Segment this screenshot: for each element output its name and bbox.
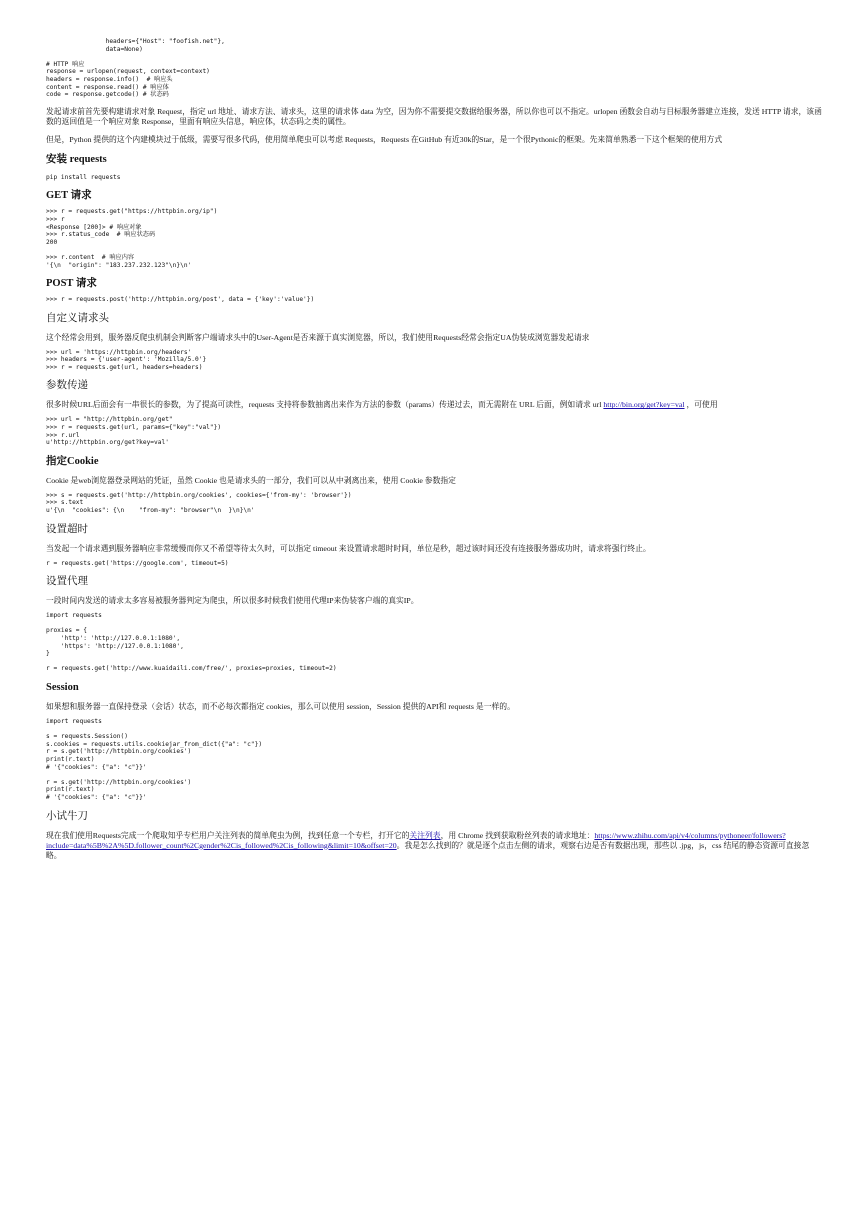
code-block-params: >>> url = "http://httpbin.org/get" >>> r = requests.get(url, params={"key":"val"}) >>> r.url u'http://httpbin.org/get?key=val' [46,416,222,447]
paragraph-params [46,400,822,410]
paragraph-try [46,831,822,861]
try-text-3: 。我是怎么找到的？就是逐个点击左侧的请求，观察右边是否有数据出现，那些以 .jpg，js，css 结尾的静态资源可直接忽略。 [46,840,810,860]
code-block-session: import requests s = requests.Session() s.cookies = requests.utils.cookiejar_from_dict({"a": "c"}) r = s.get('http://httpbin.org/cookies') print(r.text) # '{"cookies": {"a": "c"}}' r = s.get('http://httpbin.org/cookies') print(r.text) # '{"cookies": {"a": "c"}}' [46,717,263,801]
heading-get: GET 请求 [46,190,92,202]
heading-cookie: 指定Cookie [46,455,99,467]
heading-install: 安装 requests [46,153,107,165]
heading-post: POST 请求 [46,278,97,290]
code-block-post: >>> r = requests.post('http://httpbin.org/post', data = {'key':'value'}) [46,296,315,304]
heading-proxy: 设置代理 [46,576,88,588]
code-block-timeout: r = requests.get('https://google.com', timeout=5) [46,559,229,567]
code-block-headers: >>> url = 'https://httpbin.org/headers' >>> headers = {'user-agent': 'Mozilla/5.0'} >>> r = requests.get(url, headers=headers) [46,348,207,371]
follow-list-link[interactable]: 关注列表 [409,830,441,840]
paragraph-session: 如果想和服务器一直保持登录（会话）状态，而不必每次都指定 cookies，那么可以使用 session，Session 提供的API和 requests 是一样的。 [46,701,515,711]
paragraph-timeout: 当发起一个请求遇到服务器响应非常缓慢而你又不希望等待太久时，可以指定 timeout 来设置请求超时时间，单位是秒，超过该时间还没有连接服务器成功时，请求将强行终止。 [46,543,651,553]
heading-params: 参数传递 [46,380,88,392]
code-block-install: pip install requests [46,173,121,181]
code-block-cookie: >>> s = requests.get('http://httpbin.org/cookies', cookies={'from-my': 'browser'}) >>> s.text u'{\n "cookies": {\n "from-my": "browser"\n }\n}\n' [46,491,352,515]
paragraph-urllib: 发起请求前首先要构建请求对象 Request，指定 url 地址、请求方法、请求头，这里的请求体 data 为空，因为你不需要提交数据给服务器，所以你也可以不指定。urlopen 函数会自动与目标服务器建立连接，发送 HTTP 请求，该函数的返回值是一个响应对象 Response，里面有响应头信息，响应体，状态码之类的属性。 [46,106,822,126]
paragraph-requests-intro: 但是，Python 提供的这个内建模块过于低级，需要写很多代码，使用简单爬虫可以考虑 Requests，Requests 在GitHub 有近30k的Star，是一个很Pythonic的框架。先来简单熟悉一下这个框架的使用方式 [46,134,723,144]
followers-api-link[interactable]: https://www.zhihu.com/api/v4/columns/pythoneer/followers?include=data%5B%2A%5D.follower_count%2Cgender%2Cis_followed%2Cis_following&limit=10&offset=20 [46,830,786,850]
params-text-end: ，可使用 [684,400,718,410]
code-block-proxy: import requests proxies = { 'http': 'http://127.0.0.1:1080', 'https': 'http://127.0.0.1:1080', } r = requests.get('http://www.kuaidaili.com/free/', proxies=proxies, timeout=2) [46,612,337,673]
paragraph-headers: 这个经常会用到，服务器反爬虫机制会判断客户端请求头中的User-Agent是否来源于真实浏览器，所以，我们使用Requests经常会指定UA伪装成浏览器发起请求 [46,332,590,342]
params-example-link[interactable]: http://bin.org/get?key=val [603,400,685,410]
try-text-2: ，用 Chrome 找到获取粉丝列表的请求地址： [440,830,595,840]
code-block-urlopen: headers={"Host": "foofish.net"}, data=None) # HTTP 响应 response = urlopen(request, context=context) headers = response.info() # 响应头 content = response.read() # 响应体 code = response.getcode() # 状态码 [46,38,225,99]
heading-try: 小试牛刀 [46,810,88,822]
params-text: 很多时候URL后面会有一串很长的参数，为了提高可读性，requests 支持将参数抽离出来作为方法的参数（params）传递过去，而无需附在 URL 后面，例如请求 url [46,400,604,410]
paragraph-proxy: 一段时间内发送的请求太多容易被服务器判定为爬虫，所以很多时候我们使用代理IP来伪装客户端的真实IP。 [46,596,419,606]
code-block-get: >>> r = requests.get("https://httpbin.org/ip") >>> r <Response [200]> # 响应对象 >>> r.status_code # 响应状态码 200 >>> r.content # 响应内容 '{\n "origin": "183.237.232.123"\n}\n' [46,208,218,269]
heading-session: Session [46,681,79,693]
heading-timeout: 设置超时 [46,523,88,535]
article-content [46,38,822,861]
try-text-1: 现在我们使用Requests完成一个爬取知乎专栏用户关注列表的简单爬虫为例，找到任意一个专栏，打开它的 [46,830,410,840]
paragraph-cookie: Cookie 是web浏览器登录网站的凭证，虽然 Cookie 也是请求头的一部分，我们可以从中剥离出来，使用 Cookie 参数指定 [46,475,456,485]
heading-custom-headers: 自定义请求头 [46,312,109,324]
